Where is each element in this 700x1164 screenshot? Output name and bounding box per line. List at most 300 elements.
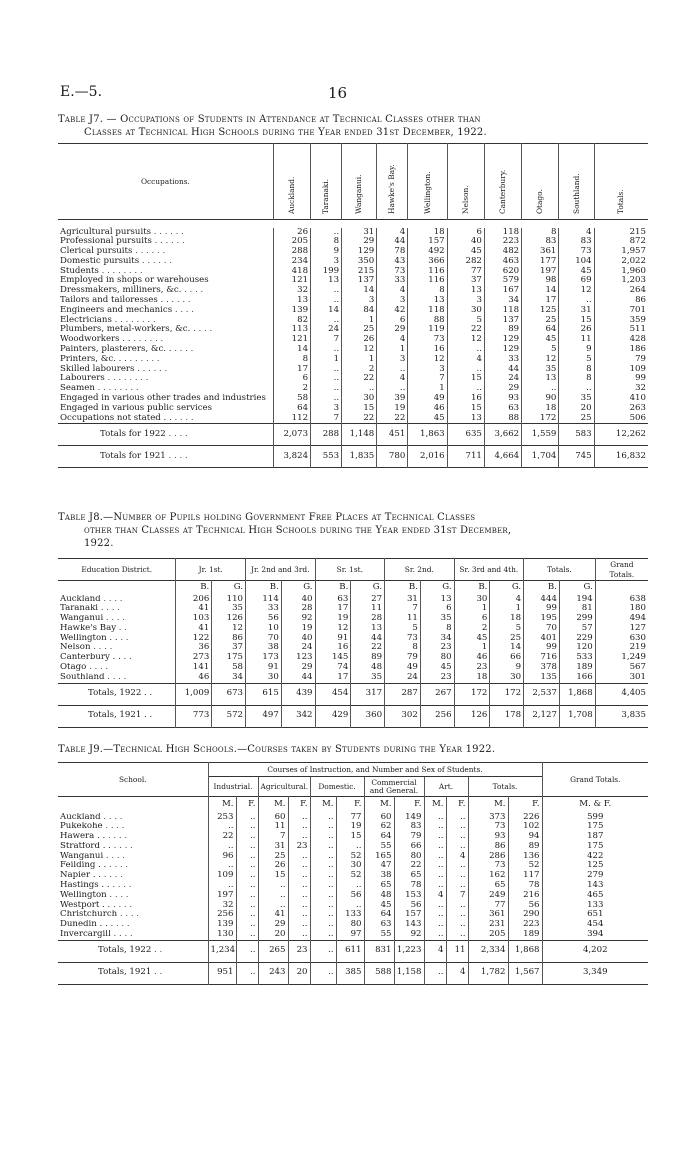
cell: 2,016 [408, 446, 447, 468]
cell: 20 [258, 930, 288, 940]
cell: .. [446, 910, 468, 920]
cell: .. [424, 920, 446, 930]
cell: 98 [522, 276, 559, 286]
cell: 615 [246, 683, 282, 705]
table-row [58, 653, 648, 663]
column-header-text: Hawke's Bay. [387, 164, 397, 215]
group-header-row [58, 559, 648, 581]
cell: 635 [447, 424, 484, 446]
cell: 86 [594, 296, 648, 306]
cell: .. [424, 910, 446, 920]
cell: 673 [212, 683, 246, 705]
cell: 410 [594, 394, 648, 404]
cell: 135 [524, 673, 560, 683]
cell: 66 [490, 653, 524, 663]
cell: 103 [176, 614, 212, 624]
cell: .. [424, 962, 446, 984]
cell: 40 [281, 595, 315, 605]
cell: 366 [408, 257, 447, 267]
sex-header: F. [446, 797, 468, 813]
cell: 129 [484, 335, 521, 345]
cell: 121 [273, 335, 310, 345]
cell: 118 [484, 306, 521, 316]
table-row [58, 822, 648, 832]
table-row [58, 832, 648, 842]
sex-header: G. [212, 581, 246, 595]
cell: 22 [377, 414, 408, 424]
cell: .. [336, 881, 364, 891]
cell: .. [342, 384, 377, 394]
cell: .. [424, 861, 446, 871]
cell: 41 [176, 604, 212, 614]
cell: 2,537 [524, 683, 560, 705]
table-row [58, 374, 648, 384]
cell: 29 [281, 663, 315, 673]
courses-header: Courses of Instruction, and Number and Sex of Students. [208, 763, 542, 777]
page-number: 16 [328, 84, 348, 102]
row-label-text: Engaged in various other trades and industries [60, 393, 266, 404]
blank-cell [595, 581, 648, 595]
cell: 15 [336, 832, 364, 842]
table-row [58, 643, 648, 653]
row-label [58, 414, 273, 424]
row-label-text: Totals, 1922 [98, 945, 152, 956]
cell: .. [424, 881, 446, 891]
row-label-text: Canterbury . . [60, 653, 121, 663]
row-label [58, 624, 176, 634]
cell: 651 [542, 910, 648, 920]
table-row [58, 881, 648, 891]
cell: 24 [385, 673, 421, 683]
cell: 3 [311, 404, 342, 414]
cell: 12 [315, 624, 351, 634]
cell: 30 [454, 595, 490, 605]
row-label [58, 920, 208, 930]
sex-header: B. [524, 581, 560, 595]
sex-header: M. [364, 797, 394, 813]
cell: 3 [377, 355, 408, 365]
cell: .. [208, 861, 236, 871]
cell: 12 [342, 345, 377, 355]
cell: 22 [342, 414, 377, 424]
cell: 136 [508, 852, 542, 862]
cell: 15 [447, 374, 484, 384]
group-header: Sr. 1st. [315, 559, 385, 581]
cell: 4 [446, 962, 468, 984]
cell: 13 [522, 374, 559, 384]
cell: 129 [342, 247, 377, 257]
table-row [58, 414, 648, 424]
cell: 32 [594, 384, 648, 394]
cell: .. [288, 920, 310, 930]
row-label-text: Professional pursuits [60, 236, 152, 247]
cell: 79 [385, 653, 421, 663]
cell: 3,349 [542, 962, 648, 984]
cell: 701 [594, 306, 648, 316]
cell: 25 [490, 634, 524, 644]
cell: 19 [377, 404, 408, 414]
cell: 18 [522, 404, 559, 414]
row-label [58, 813, 208, 823]
cell: 29 [484, 384, 521, 394]
cell: 81 [559, 604, 595, 614]
cell: 45 [364, 901, 394, 911]
cell: 63 [484, 404, 521, 414]
cell: 16,832 [594, 446, 648, 468]
cell: 165 [364, 852, 394, 862]
cell: 34 [420, 634, 454, 644]
cell: 60 [364, 813, 394, 823]
cell: 56 [394, 901, 424, 911]
cell: .. [311, 228, 342, 238]
cell: 385 [336, 962, 364, 984]
row-label-text: Invercargill [60, 930, 111, 940]
cell: 25 [522, 316, 559, 326]
cell: 143 [394, 920, 424, 930]
cell: 32 [208, 901, 236, 911]
row-label-text: Southland [60, 672, 105, 682]
row-label-text: Agricultural pursuits [60, 226, 152, 237]
cell: .. [236, 832, 258, 842]
cell: 451 [377, 424, 408, 446]
cell: 1,148 [342, 424, 377, 446]
cell: .. [288, 901, 310, 911]
cell: .. [310, 940, 336, 962]
cell: 4 [559, 228, 594, 238]
cell: 45 [559, 267, 594, 277]
sex-header: F. [336, 797, 364, 813]
cell: 1 [490, 604, 524, 614]
cell: 1,234 [208, 940, 236, 962]
cell: 5 [490, 624, 524, 634]
cell: 8 [385, 643, 421, 653]
cell: 64 [522, 325, 559, 335]
cell: 579 [484, 276, 521, 286]
cell: 121 [273, 276, 310, 286]
sex-header: G. [281, 581, 315, 595]
cell: 223 [484, 237, 521, 247]
cell: 1,863 [408, 424, 447, 446]
cell: 439 [281, 683, 315, 705]
cell: 6 [273, 374, 310, 384]
cell: 13 [447, 414, 484, 424]
cell: 15 [258, 871, 288, 881]
leader-dots: . . . . [109, 881, 132, 891]
cell: 125 [522, 306, 559, 316]
group-header: Totals. [468, 777, 542, 797]
cell: 1,708 [559, 705, 595, 727]
cell: 44 [281, 673, 315, 683]
cell: 1,835 [342, 446, 377, 468]
cell: 25 [258, 852, 288, 862]
row-label-text: Domestic pursuits [60, 255, 140, 266]
table-row [58, 257, 648, 267]
cell: 137 [342, 276, 377, 286]
cell: 611 [336, 940, 364, 962]
cell: 33 [377, 276, 408, 286]
sex-header: B. [176, 581, 212, 595]
cell: 26 [258, 861, 288, 871]
cell: 17 [315, 673, 351, 683]
cell: 172 [490, 683, 524, 705]
cell: .. [288, 822, 310, 832]
cell: 14 [311, 306, 342, 316]
row-label [58, 614, 176, 624]
leader-dots: . . . . . . [151, 236, 185, 247]
district-header: Education District. [81, 564, 153, 574]
leader-dots: . . . . [171, 412, 194, 423]
leader-dots: . . . . [102, 822, 125, 832]
sub-header-row [58, 797, 648, 813]
cell: 10 [246, 624, 282, 634]
cell: 65 [394, 871, 424, 881]
cell: 22 [447, 325, 484, 335]
cell: 88 [484, 414, 521, 424]
column-header-text: Canterbury. [498, 169, 508, 215]
leader-dots: . . . . [110, 930, 133, 940]
cell: 57 [559, 624, 595, 634]
cell: 206 [176, 595, 212, 605]
cell: 12 [408, 355, 447, 365]
cell: .. [236, 930, 258, 940]
cell: 24 [311, 325, 342, 335]
column-header [594, 144, 648, 220]
cell: .. [310, 832, 336, 842]
cell: 73 [377, 267, 408, 277]
row-label [58, 705, 176, 727]
cell: .. [236, 891, 258, 901]
sex-header: M. [424, 797, 446, 813]
leader-dots: . . . . [172, 304, 194, 315]
table-row [58, 595, 648, 605]
cell: 5 [522, 345, 559, 355]
cell: 215 [342, 267, 377, 277]
cell: 6 [420, 604, 454, 614]
cell: 56 [508, 901, 542, 911]
cell: 126 [212, 614, 246, 624]
cell: 3 [342, 296, 377, 306]
cell: 7 [446, 891, 468, 901]
cell: 394 [542, 930, 648, 940]
row-label-text: Printers, &c. . . [60, 353, 127, 364]
cell: 99 [524, 604, 560, 614]
cell: 638 [595, 595, 648, 605]
cell: .. [236, 861, 258, 871]
cell: 4,405 [595, 683, 648, 705]
cell: 118 [484, 228, 521, 238]
cell: 175 [542, 842, 648, 852]
cell: 162 [468, 871, 508, 881]
cell: 30 [336, 861, 364, 871]
cell: .. [446, 842, 468, 852]
group-header: Jr. 2nd and 3rd. [246, 559, 316, 581]
cell: 342 [281, 705, 315, 727]
cell: .. [310, 891, 336, 901]
cell: 216 [508, 891, 542, 901]
row-label [58, 930, 208, 940]
cell: 49 [385, 663, 421, 673]
cell: 299 [559, 614, 595, 624]
row-label [58, 653, 176, 663]
cell: .. [288, 871, 310, 881]
table-j7-header-row [58, 144, 648, 220]
cell: 317 [351, 683, 385, 705]
cell: 360 [351, 705, 385, 727]
cell: 1 [454, 643, 490, 653]
cell: 11 [385, 614, 421, 624]
cell: 19 [281, 624, 315, 634]
cell: .. [424, 822, 446, 832]
sex-header: F. [288, 797, 310, 813]
cell: 78 [377, 247, 408, 257]
cell: 583 [559, 424, 594, 446]
cell: .. [310, 930, 336, 940]
cell: 463 [484, 257, 521, 267]
cell: 29 [258, 920, 288, 930]
cell: 129 [484, 345, 521, 355]
table-row [58, 663, 648, 673]
cell: 172 [522, 414, 559, 424]
cell: .. [310, 962, 336, 984]
cell: 256 [420, 705, 454, 727]
cell: 553 [311, 446, 342, 468]
cell: 55 [364, 930, 394, 940]
leader-dots: . . . . [100, 812, 123, 822]
cell: 28 [281, 604, 315, 614]
row-label-text: Students [60, 265, 99, 276]
cell: .. [310, 852, 336, 862]
cell: 588 [364, 962, 394, 984]
table-row [58, 861, 648, 871]
cell: 780 [377, 446, 408, 468]
cell: 23 [454, 663, 490, 673]
cell: 175 [542, 822, 648, 832]
group-header: Totals. [524, 559, 596, 581]
group-header: Sr. 3rd and 4th. [454, 559, 524, 581]
cell: 63 [315, 595, 351, 605]
cell: .. [236, 920, 258, 930]
row-label-text: Tailors and tailoresses . . [60, 295, 169, 306]
table-row [58, 901, 648, 911]
cell: 48 [351, 663, 385, 673]
cell: 28 [351, 614, 385, 624]
cell: 45 [522, 335, 559, 345]
cell: 16 [315, 643, 351, 653]
cell: 29 [342, 237, 377, 247]
cell: .. [258, 891, 288, 901]
column-header [273, 144, 310, 220]
cell: 378 [524, 663, 560, 673]
cell: 74 [315, 663, 351, 673]
cell: 12 [212, 624, 246, 634]
cell: 506 [594, 414, 648, 424]
cell: 9 [559, 345, 594, 355]
leader-dots: . . . . . . [139, 255, 172, 266]
sex-header: M. & F. [542, 797, 648, 813]
cell: 1,782 [468, 962, 508, 984]
leader-dots: . . [120, 653, 132, 663]
cell: 79 [394, 832, 424, 842]
cell: 177 [522, 257, 559, 267]
blank-cell [58, 797, 208, 813]
cell: 572 [212, 705, 246, 727]
cell: 1,868 [559, 683, 595, 705]
cell: 42 [377, 306, 408, 316]
row-label-text: Napier . . [60, 871, 102, 881]
cell: 35 [559, 394, 594, 404]
cell: 4 [447, 355, 484, 365]
cell: 145 [315, 653, 351, 663]
cell: 78 [394, 881, 424, 891]
cell: 97 [336, 930, 364, 940]
cell: 84 [342, 306, 377, 316]
sex-header: G. [559, 581, 595, 595]
cell: 273 [176, 653, 212, 663]
cell: .. [236, 910, 258, 920]
cell: 1,559 [522, 424, 559, 446]
totals-row [58, 683, 648, 705]
cell: 7 [311, 335, 342, 345]
cell: 253 [208, 813, 236, 823]
cell: 14 [342, 286, 377, 296]
leader-dots: . . . . [110, 841, 133, 851]
top-header-row [58, 763, 648, 777]
cell: 4 [424, 891, 446, 901]
table-j7-title: Table J7. — Occupations of Students in Attendance at Technical Classes other than Classes at Technical High Schools during the Year ended 31st December, 1922. [58, 114, 487, 138]
cell: 17 [315, 604, 351, 614]
table-row [58, 614, 648, 624]
cell: 4 [490, 595, 524, 605]
cell: 64 [364, 910, 394, 920]
cell: 1,960 [594, 267, 648, 277]
cell: .. [424, 813, 446, 823]
leader-dots: . . . . [90, 643, 113, 653]
row-label-text: Clerical pursuits [60, 246, 133, 257]
sex-header: B. [315, 581, 351, 595]
column-header [311, 144, 342, 220]
cell: 31 [385, 595, 421, 605]
cell: 231 [468, 920, 508, 930]
column-header-text: Southland. [571, 173, 581, 215]
row-label-text: Hastings . . [60, 881, 110, 891]
cell: 401 [524, 634, 560, 644]
cell: 26 [342, 335, 377, 345]
row-label-text: Woodworkers . . [60, 334, 131, 345]
totals-row [58, 705, 648, 727]
cell: 630 [595, 634, 648, 644]
cell: 350 [342, 257, 377, 267]
cell: .. [236, 881, 258, 891]
cell: 194 [559, 595, 595, 605]
table-row [58, 910, 648, 920]
cell: 9 [490, 663, 524, 673]
column-header [447, 144, 484, 220]
cell: 4 [377, 228, 408, 238]
cell: 45 [447, 247, 484, 257]
cell: 22 [208, 832, 236, 842]
cell: 23 [420, 673, 454, 683]
cell: 189 [508, 930, 542, 940]
row-label-text: Wanganui [60, 851, 104, 861]
sex-header: G. [420, 581, 454, 595]
cell: .. [424, 930, 446, 940]
cell: 40 [447, 237, 484, 247]
cell: .. [208, 822, 236, 832]
cell: 301 [595, 673, 648, 683]
row-label-text: Totals for 1921 [100, 451, 166, 462]
cell: 126 [454, 705, 490, 727]
leader-dots: . . . . [168, 295, 191, 306]
